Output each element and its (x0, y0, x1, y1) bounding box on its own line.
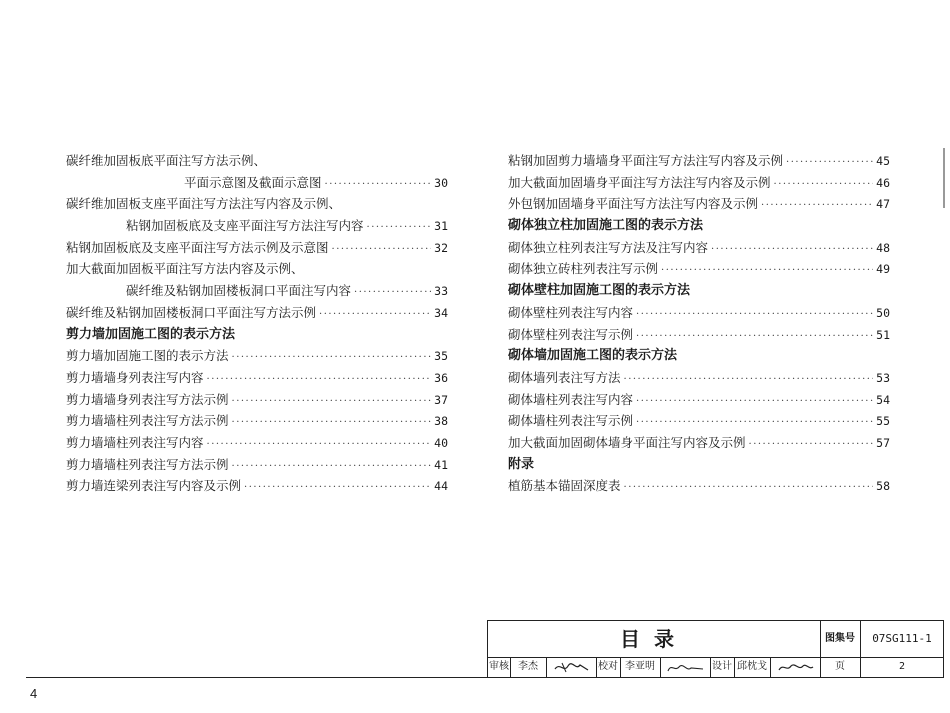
toc-entry-title: 砌体独立柱列表注写方法及注写内容 (508, 239, 709, 255)
toc-leader-dots (624, 477, 874, 499)
toc-page-number: 46 (876, 175, 890, 190)
toc-entry-title: 砌体墙柱列表注写示例 (508, 413, 634, 429)
toc-page-number: 58 (876, 479, 890, 494)
toc-entry-title: 砌体墙柱列表注写内容 (508, 391, 634, 407)
toc-leader-dots (367, 217, 432, 239)
title-block-vline (546, 657, 547, 678)
toc-leader-dots (207, 369, 432, 391)
toc-entry (508, 432, 890, 454)
toc-section-heading (508, 345, 890, 367)
toc-right-column (508, 150, 890, 497)
toc-leader-dots (354, 282, 431, 304)
toc-leader-dots (624, 369, 874, 391)
toc-entry (508, 410, 890, 432)
toc-entry (508, 324, 890, 346)
toc-entry (66, 150, 448, 172)
toc-leader-dots (711, 239, 873, 261)
toc-page-number: 50 (876, 305, 890, 320)
toc-left-column (66, 150, 448, 497)
toc-leader-dots (325, 174, 432, 196)
toc-entry-title: 砌体壁柱加固施工图的表示方法 (508, 283, 691, 299)
toc-leader-dots (232, 412, 432, 434)
toc-page-number: 33 (434, 284, 448, 299)
toc-entry-title: 剪力墙墙身列表注写方法示例 (66, 391, 229, 407)
toc-entry-title: 砌体壁柱列表注写内容 (508, 304, 634, 320)
toc-entry-title: 砌体独立砖柱列表注写示例 (508, 261, 659, 277)
atlas-number: 07SG111-1 (872, 632, 932, 645)
toc-page-number: 57 (876, 435, 890, 450)
toc-leader-dots (636, 412, 873, 434)
toc-page-number: 32 (434, 240, 448, 255)
toc-entry-title: 碳纤维及粘钢加固楼板洞口平面注写内容 (126, 283, 352, 299)
toc-page-number: 49 (876, 262, 890, 277)
toc-leader-dots (661, 260, 873, 282)
scan-edge (943, 148, 945, 208)
toc-entry-title: 外包钢加固墙身平面注写方法注写内容及示例 (508, 196, 759, 212)
toc-entry-title: 剪力墙墙柱列表注写内容 (66, 434, 204, 450)
review-name: 李杰 (518, 661, 538, 672)
toc-entry-title: 剪力墙加固施工图的表示方法 (66, 348, 229, 364)
toc-section-heading (66, 324, 448, 346)
toc-page-number: 36 (434, 370, 448, 385)
toc-entry-title: 碳纤维及粘钢加固楼板洞口平面注写方法示例 (66, 304, 317, 320)
atlas-number-label: 图集号 (825, 633, 855, 644)
toc-entry-title: 砌体墙列表注写方法 (508, 369, 621, 385)
toc-leader-dots (786, 152, 873, 174)
title-block (487, 620, 944, 678)
toc-entry-title: 粘钢加固板底及支座平面注写方法注写内容 (126, 218, 364, 234)
toc-entry (66, 410, 448, 432)
title-block-vline (660, 657, 661, 678)
toc-entry (508, 389, 890, 411)
toc-page-number: 53 (876, 370, 890, 385)
toc-entry-title: 粘钢加固板底及支座平面注写方法示例及示意图 (66, 239, 329, 255)
toc-leader-dots (207, 434, 432, 456)
toc-section-heading (508, 215, 890, 237)
toc-entry-title: 平面示意图及截面示意图 (184, 174, 322, 190)
toc-entry-title: 砌体独立柱加固施工图的表示方法 (508, 218, 704, 234)
toc-entry-title: 剪力墙墙柱列表注写方法示例 (66, 413, 229, 429)
toc-leader-dots (319, 304, 431, 326)
toc-entry (508, 475, 890, 497)
toc-entry (66, 280, 448, 302)
toc-entry (66, 193, 448, 215)
toc-entry-title: 砌体墙加固施工图的表示方法 (508, 348, 678, 364)
toc-page-number: 37 (434, 392, 448, 407)
toc-page-number: 34 (434, 305, 448, 320)
toc-leader-dots (232, 391, 432, 413)
toc-leader-dots (761, 195, 873, 217)
toc-leader-dots (244, 477, 431, 499)
toc-entry-title: 碳纤维加固板支座平面注写方法注写内容及示例、 (66, 196, 342, 212)
title-block-title: 目录 (620, 627, 688, 651)
toc-entry (66, 258, 448, 280)
toc-leader-dots (232, 456, 432, 478)
toc-entry-title: 加大截面加固砌体墙身平面注写内容及示例 (508, 434, 746, 450)
toc-entry (66, 215, 448, 237)
toc-page-number: 45 (876, 154, 890, 168)
toc-entry-title: 加大截面加固墙身平面注写方法注写内容及示例 (508, 174, 771, 190)
toc-page-number: 54 (876, 392, 890, 407)
toc-page-number: 40 (434, 435, 448, 450)
toc-entry (508, 367, 890, 389)
toc-page-number: 35 (434, 349, 448, 364)
design-signature (776, 659, 816, 675)
toc-entry (508, 150, 890, 172)
page-number: 2 (898, 661, 906, 672)
toc-entry (66, 432, 448, 454)
toc-entry (508, 172, 890, 194)
bottom-rule (26, 677, 944, 678)
toc-page-number: 38 (434, 414, 448, 429)
toc-page-number: 41 (434, 457, 448, 472)
toc-entry-title: 剪力墙墙身列表注写内容 (66, 369, 204, 385)
toc-entry (508, 237, 890, 259)
toc-page-number: 48 (876, 240, 890, 255)
toc-entry (66, 237, 448, 259)
toc-page-number: 55 (876, 414, 890, 429)
toc-leader-dots (232, 347, 432, 369)
page-label: 页 (835, 661, 845, 672)
toc-entry (66, 172, 448, 194)
check-name: 李亚明 (625, 661, 655, 672)
toc-entry-title: 砌体壁柱列表注写示例 (508, 326, 634, 342)
toc-section-heading (508, 454, 890, 476)
toc-page-number: 44 (434, 479, 448, 494)
toc-entry-title: 剪力墙连梁列表注写内容及示例 (66, 478, 242, 494)
check-label: 校对 (598, 661, 618, 672)
toc-leader-dots (749, 434, 874, 456)
toc-section-heading (508, 280, 890, 302)
toc-entry-title: 碳纤维加固板底平面注写方法示例、 (66, 153, 267, 168)
toc-entry (508, 302, 890, 324)
toc-entry (66, 389, 448, 411)
toc-leader-dots (636, 304, 873, 326)
toc-entry (66, 345, 448, 367)
toc-leader-dots (636, 326, 873, 348)
toc-entry-title: 加大截面加固板平面注写方法内容及示例、 (66, 261, 304, 277)
toc-page-number: 30 (434, 175, 448, 190)
toc-entry (66, 454, 448, 476)
design-name: 邱枕戈 (737, 661, 767, 672)
toc-page-number: 31 (434, 219, 448, 234)
toc-entry-title: 粘钢加固剪力墙墙身平面注写方法注写内容及示例 (508, 153, 784, 168)
check-signature (665, 659, 707, 675)
toc-entry (508, 258, 890, 280)
corner-page-number: 4 (30, 686, 38, 701)
toc-page-number: 47 (876, 197, 890, 212)
toc-leader-dots (332, 239, 432, 261)
toc-entry (66, 302, 448, 324)
toc-entry-title: 植筋基本锚固深度表 (508, 478, 621, 494)
toc-leader-dots (774, 174, 874, 196)
toc-entry-title: 剪力墙加固施工图的表示方法 (66, 326, 236, 342)
toc-leader-dots (636, 391, 873, 413)
toc-entry-title: 附录 (508, 456, 535, 472)
toc-entry (66, 367, 448, 389)
toc-entry-title: 剪力墙墙柱列表注写方法示例 (66, 456, 229, 472)
design-label: 设计 (712, 661, 732, 672)
toc-entry (66, 475, 448, 497)
title-block-vline (770, 657, 771, 678)
review-label: 审核 (489, 661, 509, 672)
toc-entry (508, 193, 890, 215)
toc-page-number: 51 (876, 327, 890, 342)
review-signature (552, 659, 592, 675)
